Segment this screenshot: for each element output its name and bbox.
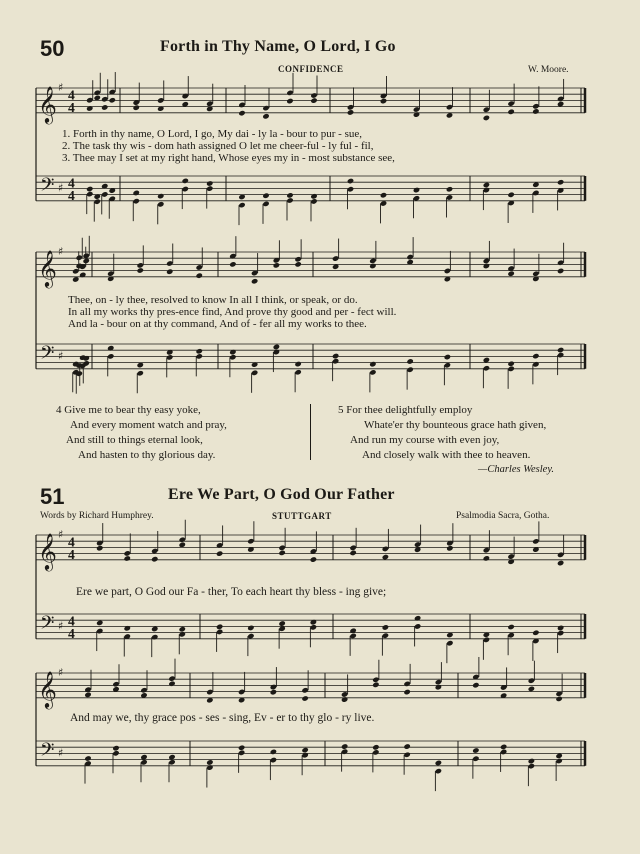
- lyric-line: And may we, thy grace pos - ses - sing, Ev - er to thy glo - ry live.: [70, 712, 375, 724]
- note-head: [403, 743, 410, 749]
- stanza-4-line: 4 Give me to bear thy easy yoke,: [56, 404, 201, 416]
- note-head: [112, 745, 119, 751]
- note-head: [273, 344, 280, 350]
- note-head: [196, 348, 203, 354]
- stanza-5-line: And closely walk with thee to heaven.: [362, 449, 531, 461]
- note-head: [84, 755, 91, 761]
- words-credit: Words by Richard Humphrey.: [40, 511, 154, 521]
- bass-clef: 𝄢: [40, 612, 55, 639]
- note-head: [472, 747, 479, 753]
- note-head: [382, 624, 389, 630]
- lyric-line-2: In all my works thy pres-ence find, And prove thy good and per - fect will.: [68, 306, 397, 318]
- note-head: [369, 263, 376, 269]
- lyric-line: Ere we part, O God our Fa - ther, To each heart thy bless - ing give;: [76, 586, 387, 598]
- note-head: [528, 758, 535, 764]
- stanza-5-line: Whate'er thy bounteous grace hath given,: [364, 419, 547, 431]
- note-head: [278, 550, 285, 556]
- note-head: [507, 192, 514, 198]
- note-head: [216, 550, 223, 556]
- note-head: [483, 115, 490, 121]
- stanza-4-line: And hasten to thy glorious day.: [78, 449, 216, 461]
- note-head: [86, 105, 93, 111]
- note-head: [557, 560, 564, 566]
- note-head: [483, 182, 490, 188]
- note-head: [206, 759, 213, 765]
- note-head: [196, 272, 203, 278]
- bass-clef: 𝄢: [40, 342, 55, 369]
- note-head: [84, 692, 91, 698]
- note-head: [413, 111, 420, 117]
- note-head: [341, 696, 348, 702]
- note-head: [435, 760, 442, 766]
- note-head: [151, 556, 158, 562]
- time-signature: 4: [68, 175, 75, 191]
- note-head: [372, 744, 379, 750]
- note-head: [557, 179, 564, 185]
- note-head: [332, 353, 339, 359]
- note-head: [406, 358, 413, 364]
- note-head: [294, 361, 301, 367]
- note-head: [557, 347, 564, 353]
- key-signature-sharp: ♯: [58, 619, 64, 633]
- note-head: [500, 744, 507, 750]
- key-signature-sharp: ♯: [58, 528, 64, 541]
- note-head: [83, 258, 90, 264]
- note-head: [532, 108, 539, 114]
- note-head: [182, 178, 189, 184]
- note-head: [278, 620, 285, 626]
- author-signature: —Charles Wesley.: [478, 464, 555, 475]
- treble-clef: 𝄞: [38, 531, 58, 570]
- stanza-4-line: And still to things eternal look,: [66, 434, 203, 446]
- hymn-number: 51: [40, 484, 65, 509]
- note-head: [109, 97, 116, 103]
- hymn-title: Ere We Part, O God Our Father: [168, 486, 395, 503]
- treble-clef: 𝄞: [38, 248, 58, 287]
- note-head: [301, 747, 308, 753]
- note-head: [286, 192, 293, 198]
- bass-clef: 𝄢: [40, 739, 55, 766]
- note-head: [349, 550, 356, 556]
- note-head: [435, 684, 442, 690]
- note-head: [96, 545, 103, 551]
- note-head: [310, 97, 317, 103]
- note-head: [341, 743, 348, 749]
- note-head: [380, 98, 387, 104]
- note-head: [507, 109, 514, 115]
- note-head: [72, 276, 79, 282]
- lyric-line-1: 1. Forth in thy name, O Lord, I go, My dai - ly la - bour to pur - sue,: [62, 128, 363, 140]
- key-signature-sharp: ♯: [58, 746, 64, 760]
- note-head: [294, 261, 301, 267]
- lyric-line-1: Thee, on - ly thee, resolved to know In all I think, or speak, or do.: [68, 294, 358, 306]
- note-head: [247, 625, 254, 631]
- note-head: [347, 109, 354, 115]
- note-head: [507, 270, 514, 276]
- note-head: [262, 192, 269, 198]
- note-head: [507, 361, 514, 367]
- note-head: [157, 193, 164, 199]
- key-signature-sharp: ♯: [58, 245, 64, 258]
- key-signature-sharp: ♯: [58, 349, 64, 363]
- hymn-number: 50: [40, 36, 65, 61]
- time-signature: 4: [68, 87, 75, 103]
- note-head: [532, 353, 539, 359]
- note-head: [86, 186, 93, 192]
- note-head: [557, 268, 564, 274]
- note-head: [286, 98, 293, 104]
- note-head: [166, 268, 173, 274]
- note-head: [528, 686, 535, 692]
- time-signature: 4: [68, 613, 75, 629]
- tune-name: CONFIDENCE: [278, 64, 344, 74]
- treble-clef: 𝄞: [38, 84, 58, 123]
- note-head: [372, 682, 379, 688]
- note-head: [216, 624, 223, 630]
- note-head: [472, 682, 479, 688]
- note-head: [310, 193, 317, 199]
- stanza-4-line: And every moment watch and pray,: [70, 419, 227, 431]
- note-head: [124, 555, 131, 561]
- note-head: [238, 110, 245, 116]
- note-head: [179, 626, 186, 632]
- note-head: [238, 745, 245, 751]
- tune-name: STUTTGART: [272, 511, 332, 521]
- note-head: [270, 689, 277, 695]
- note-head: [347, 178, 354, 184]
- stanza-5-line: And run my course with even joy,: [350, 434, 500, 446]
- note-head: [483, 263, 490, 269]
- note-head: [270, 749, 277, 755]
- hymn-title: Forth in Thy Name, O Lord, I Go: [160, 38, 396, 55]
- note-head: [413, 187, 420, 193]
- stanza-divider: [310, 404, 311, 460]
- note-head: [273, 262, 280, 268]
- note-head: [349, 628, 356, 634]
- note-head: [168, 681, 175, 687]
- note-head: [206, 180, 213, 186]
- note-head: [555, 696, 562, 702]
- note-head: [557, 625, 564, 631]
- note-head: [137, 267, 144, 273]
- note-head: [380, 192, 387, 198]
- key-signature-sharp: ♯: [58, 181, 64, 195]
- note-head: [369, 361, 376, 367]
- note-head: [301, 695, 308, 701]
- lyric-line-3: And la - bour on at thy command, And of - fer all my works to thee.: [68, 318, 367, 330]
- time-signature: 4: [68, 625, 75, 641]
- treble-clef: 𝄞: [38, 669, 58, 708]
- key-signature-sharp: ♯: [58, 81, 64, 94]
- note-head: [262, 113, 269, 119]
- note-head: [133, 104, 140, 110]
- note-head: [382, 554, 389, 560]
- time-signature: 4: [68, 99, 75, 115]
- lyric-line-3: 3. Thee may I set at my right hand, Whose eyes my in - most substance see,: [62, 152, 395, 164]
- key-signature-sharp: ♯: [58, 666, 64, 679]
- bass-clef: 𝄢: [40, 174, 55, 201]
- note-head: [101, 104, 108, 110]
- stanza-5-line: 5 For thee delightfully employ: [338, 404, 473, 416]
- lyric-line-2: 2. The task thy wis - dom hath assigned O let me cheer-ful - ly ful - fil,: [62, 140, 374, 152]
- note-head: [229, 261, 236, 267]
- note-head: [483, 555, 490, 561]
- note-head: [446, 186, 453, 192]
- time-signature: 4: [68, 187, 75, 203]
- note-head: [532, 630, 539, 636]
- note-head: [507, 624, 514, 630]
- note-head: [446, 545, 453, 551]
- composer-credit: W. Moore.: [528, 65, 569, 75]
- note-head: [403, 689, 410, 695]
- time-signature: 4: [68, 534, 75, 550]
- note-head: [310, 556, 317, 562]
- note-head: [444, 354, 451, 360]
- note-head: [133, 190, 140, 196]
- note-head: [251, 278, 258, 284]
- time-signature: 4: [68, 546, 75, 562]
- source-credit: Psalmodia Sacra, Gotha.: [456, 511, 550, 521]
